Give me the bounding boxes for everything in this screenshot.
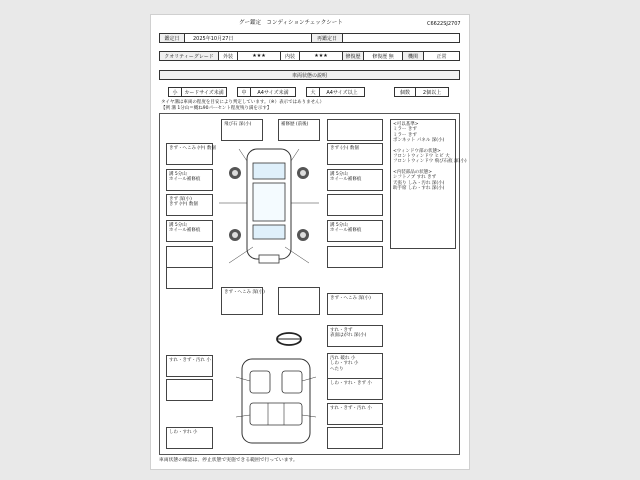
- comment-line: ミラー きず: [393, 132, 417, 138]
- damage-box-text: すれ・きず・汚れ 小: [330, 406, 372, 411]
- damage-box-left-front: [166, 143, 216, 165]
- legend-count: 個数: [394, 87, 416, 97]
- damage-box-left-rear: [166, 246, 213, 268]
- damage-box-text: しわ・すれ 小: [169, 430, 198, 435]
- engine-value: 正常: [423, 51, 460, 61]
- interior-box-left-mid: [166, 379, 213, 401]
- damage-box-text: 補修歴 (前後): [281, 122, 309, 127]
- damage-box-text: 汚れ 破れ 小 しわ・すれ 小 へたり: [330, 356, 359, 372]
- legend-small: 小: [168, 87, 182, 97]
- damage-box-text: 飛び石 深(小): [224, 122, 252, 127]
- damage-box-text: しわ・すれ・きず 小: [330, 381, 372, 386]
- comments-panel: [390, 119, 467, 249]
- damage-box-text: 溝 5分山 ホイール補修痕: [330, 172, 362, 183]
- exterior-label: 外装: [218, 51, 238, 61]
- damage-box-text: 溝 5分山 ホイール補修痕: [169, 172, 201, 183]
- damage-box-bottom-right: [327, 293, 383, 315]
- appraisal-date-value: 2025年10月27日: [184, 33, 312, 43]
- damage-box-bottom-left: [166, 267, 213, 289]
- damage-box-top-far-right: [327, 119, 383, 141]
- damage-box-text: きず・へこみ (中) 数個: [169, 146, 216, 151]
- damage-box-right-front: [327, 143, 383, 165]
- repair-label: 修復歴: [342, 51, 364, 61]
- interior-box-right-mid: [327, 378, 383, 400]
- damage-box-right-rear: [327, 246, 383, 268]
- legend-medium-desc: A4サイズ未満: [250, 87, 296, 97]
- sheet-title: グー鑑定 コンディションチェックシート: [239, 20, 343, 26]
- comment-line: ボンネット パネル 深(小): [393, 138, 445, 144]
- legend-count-desc: 2個以上: [415, 87, 449, 97]
- damage-box-top-left: [221, 119, 263, 141]
- legend-medium: 中: [237, 87, 251, 97]
- damage-box-bottom-mid-left: [221, 287, 263, 315]
- legend-large-desc: A4サイズ以上: [319, 87, 365, 97]
- comment-line: ミラー きず: [393, 127, 417, 133]
- sheet-code: C6622SJ2707: [427, 21, 461, 27]
- damage-box-right-tire-front: [327, 169, 383, 191]
- interior-box-steering: [327, 325, 383, 347]
- engine-label: 機関: [402, 51, 424, 61]
- note-2: 【例 溝 1分山＝概ね90パーセント程度残り満を示す】: [161, 106, 272, 111]
- car-exterior-diagram: [219, 143, 319, 267]
- comment-line: <可以基準>: [393, 122, 419, 127]
- interior-box-left-rear: [166, 427, 213, 449]
- damage-box-text: 溝 5分山 ホイール補修痕: [330, 223, 362, 234]
- appraisal-date-label: 鑑定日: [159, 33, 185, 43]
- comment-line: <ウィンドウ部の状態>: [393, 148, 441, 154]
- quality-grade-label: クオリティーグレード: [159, 51, 219, 61]
- footer-note: 車両状態の確認は、停止状態で実施できる範囲で行っています。: [159, 458, 298, 463]
- damage-box-text: きず (小) 数個: [330, 146, 359, 151]
- repair-history: [363, 51, 403, 61]
- comment-line: 助手席 しわ・すれ 深(小): [393, 185, 445, 191]
- comment-line: 天張り しみ・汚れ 深(小): [393, 180, 445, 186]
- repair-history-value: 無: [388, 53, 394, 60]
- damage-box-left-tire-rear: [166, 220, 213, 242]
- condition-check-sheet: [150, 14, 470, 470]
- section-title: 車両状態の説明: [159, 70, 460, 80]
- damage-box-text: きず・へこみ 深(小): [224, 290, 265, 295]
- damage-box-right-tire-rear: [327, 220, 383, 242]
- damage-box-top-right: [278, 119, 320, 141]
- steering-wheel-icon: [275, 331, 303, 347]
- repair-history-label: 修復歴: [372, 53, 388, 60]
- comment-line: フロントウィンドウ 飛び石痕 深(小): [393, 159, 467, 165]
- reappraisal-label: 再鑑定日: [311, 33, 343, 43]
- damage-box-bottom-mid-right: [278, 287, 320, 315]
- damage-box-right-door: [327, 194, 383, 216]
- car-interior-diagram: [236, 357, 316, 445]
- note-1: タイヤ溝は車両の程度を目安により判定しています。（※）表示ではありません）: [161, 100, 325, 105]
- exterior-value: ★★★: [237, 51, 281, 61]
- interior-box-right-front: [327, 353, 383, 381]
- damage-box-text: きず・へこみ 深(小): [330, 296, 371, 301]
- interior-box-left-front: [166, 355, 213, 377]
- damage-box-left-door: [166, 194, 213, 216]
- damage-box-text: すれ・きず 表面はがれ 深(小): [330, 328, 367, 339]
- interior-box-right-bottom: [327, 427, 383, 449]
- damage-box-text: きず 深(小) きず (中) 数個: [169, 197, 198, 208]
- damage-box-text: すれ・きず・汚れ 小: [169, 358, 211, 363]
- legend-large: 大: [306, 87, 320, 97]
- interior-box-right-rear: [327, 403, 383, 425]
- comment-line: <内装部品の状態>: [393, 169, 433, 175]
- interior-value: ★★★: [299, 51, 343, 61]
- interior-label: 内装: [280, 51, 300, 61]
- comment-line: フロントウィンドウ ヒビ 大: [393, 153, 450, 159]
- damage-box-left-tire-front: [166, 169, 213, 191]
- damage-box-text: 溝 5分山 ホイール補修痕: [169, 223, 201, 234]
- reappraisal-value: [342, 33, 460, 43]
- legend-small-desc: カードサイズ未満: [181, 87, 227, 97]
- comment-line: シフトノブ すれ きず: [393, 175, 437, 181]
